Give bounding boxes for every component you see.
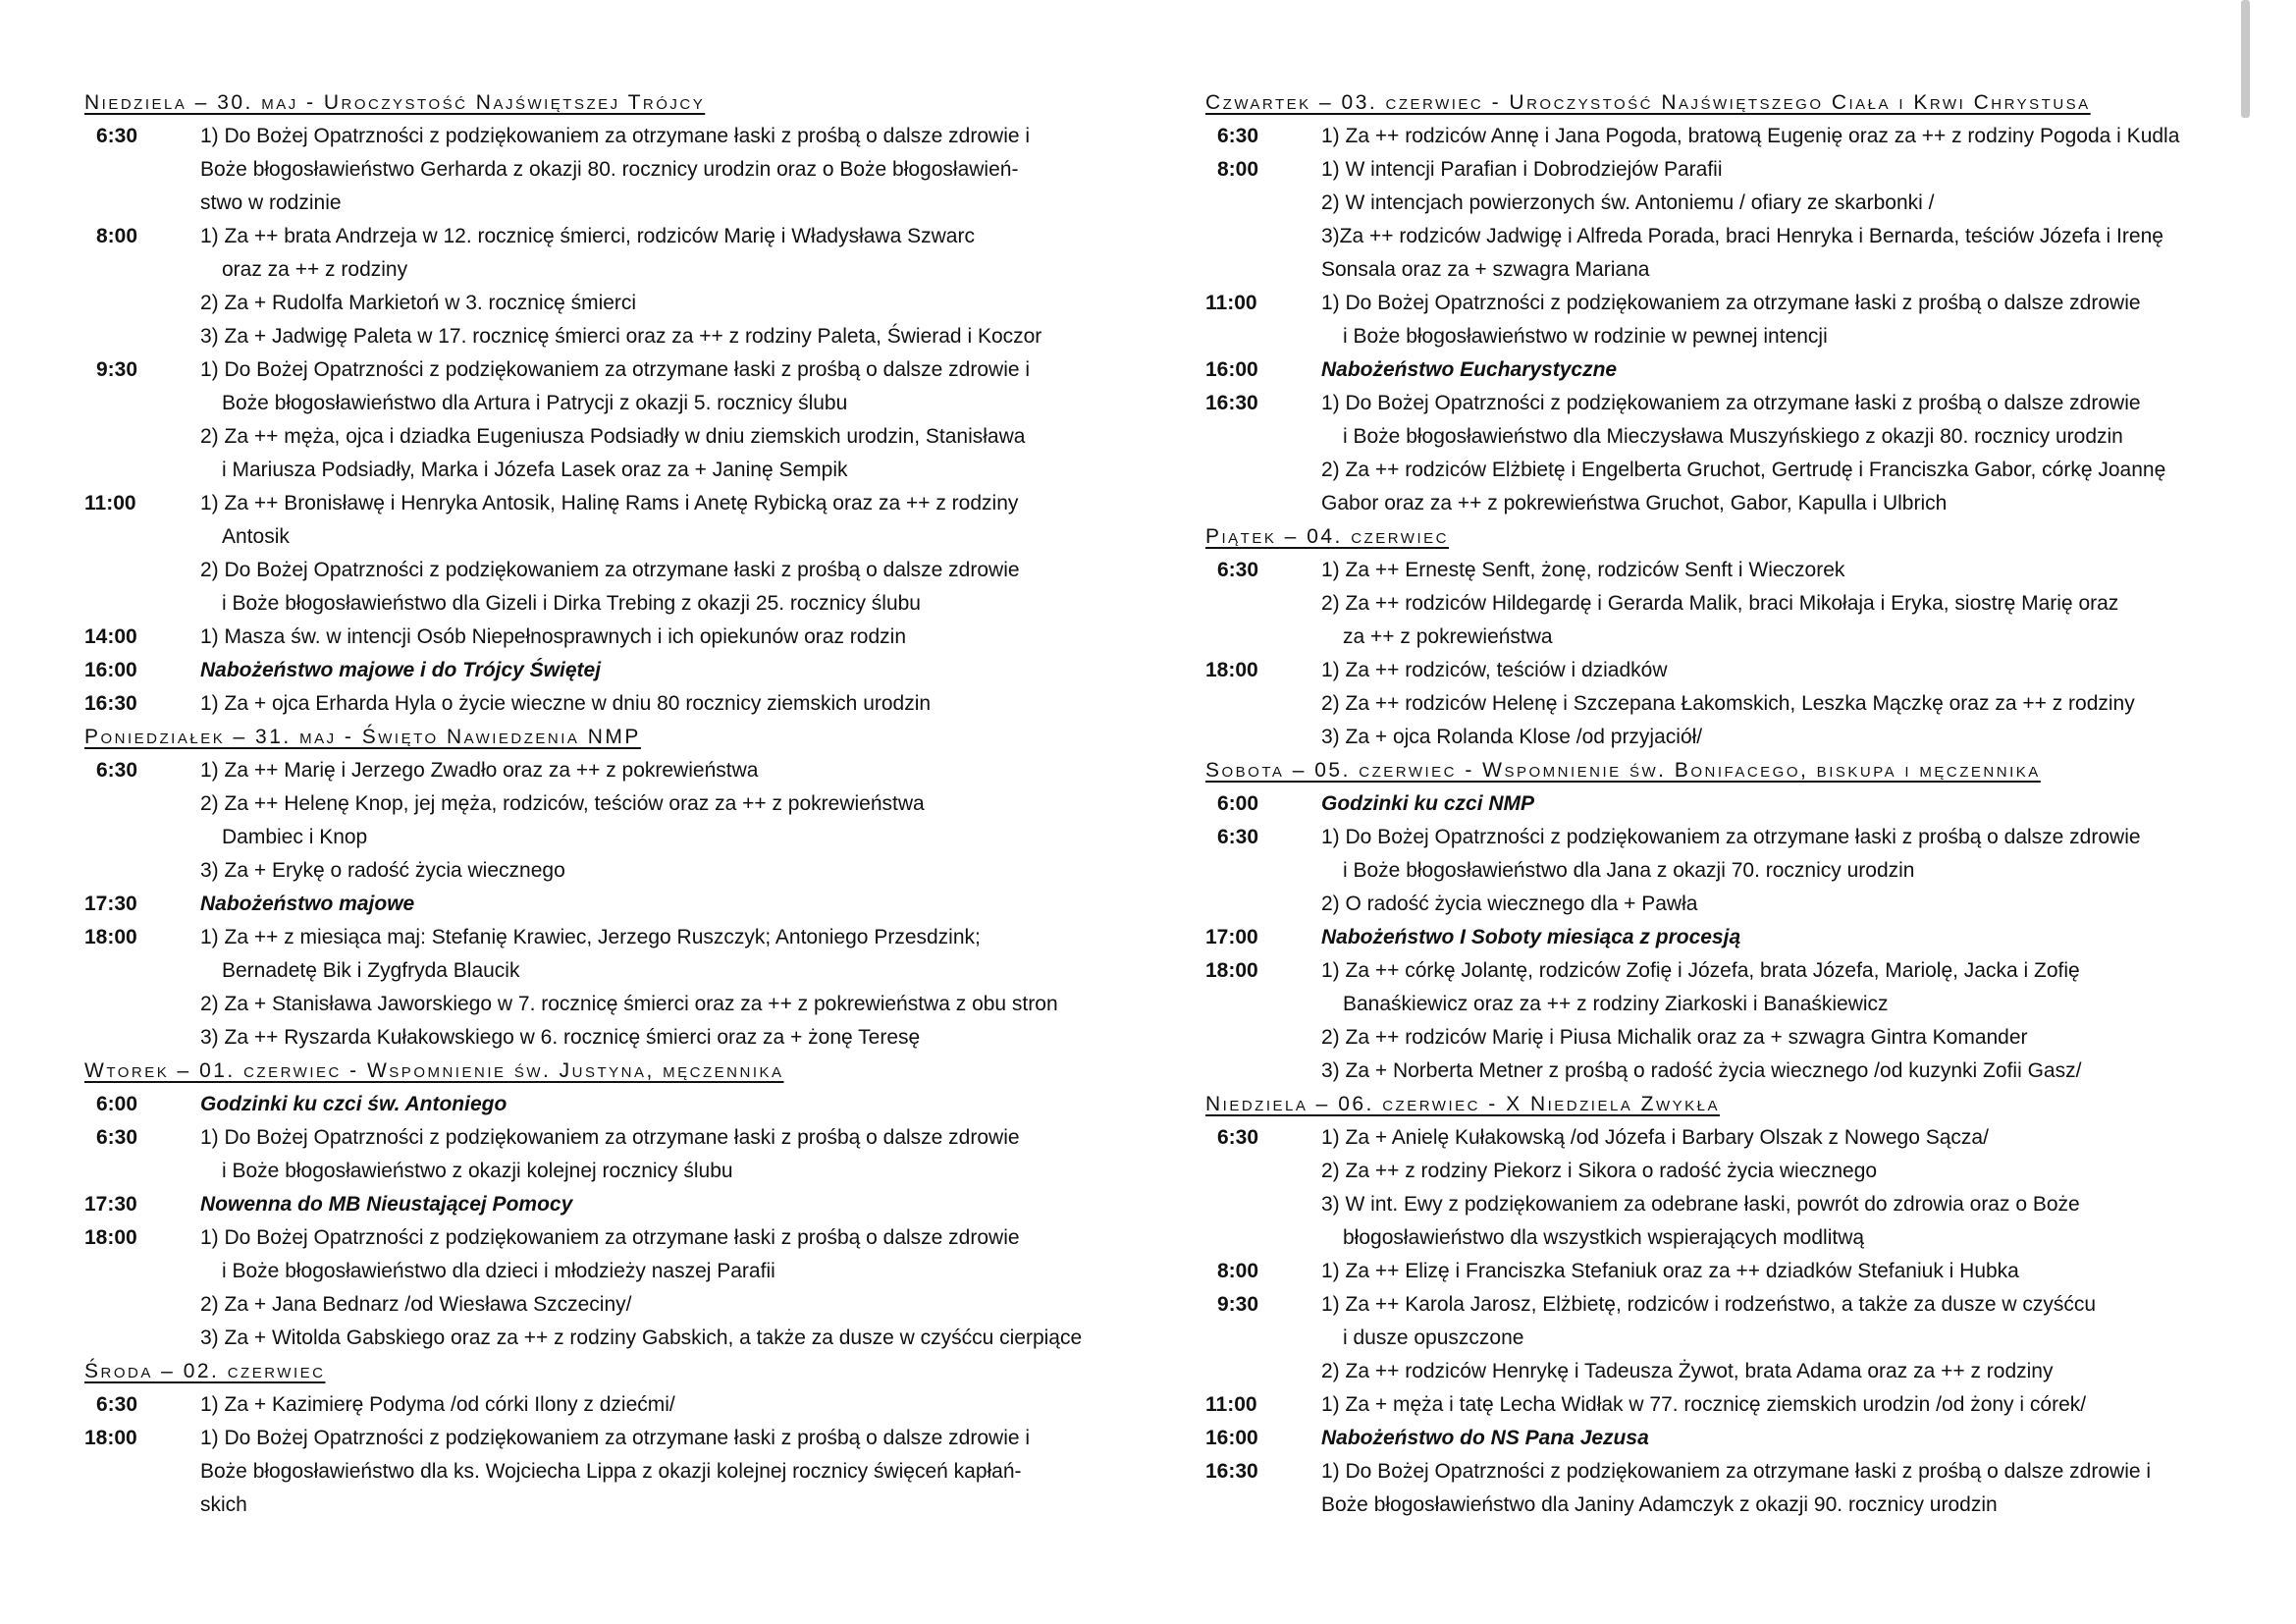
mass-time: 16:30 bbox=[84, 692, 137, 715]
intention-line: i Boże błogosławieństwo dla dzieci i młodzieży naszej Parafii bbox=[222, 1260, 775, 1282]
intention-line: skich bbox=[200, 1493, 247, 1516]
service-title: Nabożeństwo do NS Pana Jezusa bbox=[1321, 1427, 1649, 1449]
intention-line: 1) Do Bożej Opatrzności z podziękowaniem za otrzymane łaski z prośbą o dalsze zdrowie bbox=[1321, 392, 2141, 414]
mass-time: 6:30 bbox=[1217, 826, 1259, 848]
intention-line: i Boże błogosławieństwo dla Gizeli i Dirka Trebing z okazji 25. rocznicy ślubu bbox=[222, 592, 921, 615]
intention-line: 2) Za ++ Helenę Knop, jej męża, rodziców, teściów oraz za ++ z pokrewieństwa bbox=[200, 792, 925, 815]
mass-entry bbox=[1205, 654, 2234, 754]
intention-line: 1) Za ++ Bronisławę i Henryka Antosik, Halinę Rams i Anetę Rybicką oraz za ++ z rodziny bbox=[200, 492, 1019, 514]
mass-entry bbox=[84, 120, 1115, 220]
mass-time: 9:30 bbox=[1217, 1293, 1259, 1316]
mass-time: 6:00 bbox=[1217, 792, 1259, 815]
intention-line: 3) Za + Erykę o radość życia wiecznego bbox=[200, 859, 565, 882]
mass-entry bbox=[84, 487, 1115, 621]
intention-line: i Boże błogosławieństwo w rodzinie w pewnej intencji bbox=[1343, 325, 1828, 348]
mass-entry bbox=[1205, 921, 2234, 954]
intention-line: 1) Za ++ Karola Jarosz, Elżbietę, rodziców i rodzeństwo, a także za dusze w czyśćcu bbox=[1321, 1293, 2097, 1316]
intention-line: 1) Do Bożej Opatrzności z podziękowaniem za otrzymane łaski z prośbą o dalsze zdrowie bbox=[1321, 292, 2141, 314]
intention-line: Boże błogosławieństwo Gerharda z okazji 80. rocznicy urodzin oraz o Boże błogosławień- bbox=[200, 158, 1019, 181]
intention-line: 3) Za ++ Ryszarda Kułakowskiego w 6. rocznicę śmierci oraz za + żonę Teresę bbox=[200, 1026, 921, 1049]
intention-line: 1) Masza św. w intencji Osób Niepełnosprawnych i ich opiekunów oraz rodzin bbox=[200, 625, 907, 648]
intention-line: 3) Za + Norberta Metner z prośbą o radość życia wiecznego /od kuzynki Zofii Gasz/ bbox=[1321, 1059, 2082, 1082]
intention-line: 1) Za ++ rodziców, teściów i dziadków bbox=[1321, 659, 1668, 681]
mass-entry bbox=[1205, 120, 2234, 153]
intention-line: błogosławieństwo dla wszystkich wspierających modlitwą bbox=[1343, 1226, 1865, 1249]
mass-time: 17:30 bbox=[84, 893, 137, 915]
mass-time: 17:00 bbox=[1205, 926, 1258, 948]
intention-line: Boże błogosławieństwo dla Janiny Adamczyk z okazji 90. rocznicy urodzin bbox=[1321, 1493, 1998, 1516]
mass-entry bbox=[1205, 387, 2234, 520]
intention-line: 1) Za ++ Marię i Jerzego Zwadło oraz za ++ z pokrewieństwa bbox=[200, 759, 759, 782]
intention-line: 2) Za ++ rodziców Helenę i Szczepana Łakomskich, Leszka Mączkę oraz za ++ z rodziny bbox=[1321, 692, 2135, 715]
intention-line: 2) Za + Jana Bednarz /od Wiesława Szczeciny/ bbox=[200, 1293, 632, 1316]
mass-entry bbox=[84, 888, 1115, 921]
intention-line: 1) Do Bożej Opatrzności z podziękowaniem za otrzymane łaski z prośbą o dalsze zdrowie i bbox=[200, 358, 1031, 381]
service-title: Nowenna do MB Nieustającej Pomocy bbox=[200, 1193, 573, 1216]
intention-line: 1) Za ++ Ernestę Senft, żonę, rodziców Senft i Wieczorek bbox=[1321, 559, 1845, 581]
mass-entry bbox=[1205, 287, 2234, 353]
mass-entry bbox=[84, 353, 1115, 487]
mass-time: 16:00 bbox=[1205, 1427, 1258, 1449]
mass-entry bbox=[84, 654, 1115, 687]
mass-entry bbox=[84, 687, 1115, 721]
intention-line: 3) Za + Jadwigę Paleta w 17. rocznicę śmierci oraz za ++ z rodziny Paleta, Świerad i Koczor bbox=[200, 325, 1042, 348]
mass-entry bbox=[1205, 1121, 2234, 1255]
mass-time: 11:00 bbox=[1205, 292, 1257, 314]
intention-line: i dusze opuszczone bbox=[1343, 1326, 1524, 1349]
intention-line: i Boże błogosławieństwo dla Jana z okazji 70. rocznicy urodzin bbox=[1343, 859, 1915, 882]
day-header: Poniedziałek – 31. maj - Święto Nawiedzenia NMP bbox=[84, 726, 641, 748]
intention-line: 2) W intencjach powierzonych św. Antoniemu / ofiary ze skarbonki / bbox=[1321, 191, 1935, 214]
day-header: Wtorek – 01. czerwiec - Wspomnienie św. Justyna, męczennika bbox=[84, 1059, 784, 1082]
intention-line: stwo w rodzinie bbox=[200, 191, 342, 214]
mass-time: 6:30 bbox=[1217, 125, 1259, 147]
service-title: Nabożeństwo majowe i do Trójcy Świętej bbox=[200, 659, 602, 681]
mass-entry bbox=[84, 1188, 1115, 1221]
mass-entry bbox=[84, 621, 1115, 654]
mass-entry bbox=[84, 1388, 1115, 1422]
intention-line: 1) Za + Kazimierę Podyma /od córki Ilony z dziećmi/ bbox=[200, 1393, 675, 1416]
mass-entry bbox=[1205, 1388, 2234, 1422]
mass-time: 6:30 bbox=[96, 759, 138, 782]
intention-line: 2) Za + Rudolfa Markietoń w 3. rocznicę śmierci bbox=[200, 292, 637, 314]
intention-line: Gabor oraz za ++ z pokrewieństwa Gruchot, Gabor, Kapulla i Ulbrich bbox=[1321, 492, 1948, 514]
intention-line: oraz za ++ z rodziny bbox=[222, 258, 408, 281]
vertical-scrollbar[interactable] bbox=[2241, 0, 2250, 118]
service-title: Godzinki ku czci NMP bbox=[1321, 792, 1535, 815]
intention-line: Boże błogosławieństwo dla Artura i Patrycji z okazji 5. rocznicy ślubu bbox=[222, 392, 848, 414]
intention-line: 1) W intencji Parafian i Dobrodziejów Parafii bbox=[1321, 158, 1723, 181]
mass-time: 16:00 bbox=[84, 659, 137, 681]
mass-entry bbox=[84, 1121, 1115, 1188]
intention-line: 2) Za ++ rodziców Henrykę i Tadeusza Żywot, brata Adama oraz za ++ z rodziny bbox=[1321, 1360, 2054, 1382]
intention-line: Sonsala oraz za + szwagra Mariana bbox=[1321, 258, 1650, 281]
intention-line: Boże błogosławieństwo dla ks. Wojciecha Lippa z okazji kolejnej rocznicy święceń kapłań- bbox=[200, 1460, 1022, 1483]
mass-entry bbox=[1205, 153, 2234, 287]
day-header: Piątek – 04. czerwiec bbox=[1205, 525, 1449, 548]
mass-entry bbox=[84, 754, 1115, 888]
mass-entry bbox=[1205, 954, 2234, 1088]
mass-time: 11:00 bbox=[1205, 1393, 1257, 1416]
mass-time: 8:00 bbox=[96, 225, 138, 247]
mass-time: 6:30 bbox=[96, 1393, 138, 1416]
right-column bbox=[1205, 86, 2234, 1522]
intention-line: i Boże błogosławieństwo z okazji kolejnej rocznicy ślubu bbox=[222, 1160, 733, 1182]
service-title: Godzinki ku czci św. Antoniego bbox=[200, 1093, 507, 1115]
intention-line: 1) Do Bożej Opatrzności z podziękowaniem za otrzymane łaski z prośbą o dalsze zdrowie i bbox=[200, 1427, 1031, 1449]
mass-time: 16:00 bbox=[1205, 358, 1258, 381]
intention-line: 1) Do Bożej Opatrzności z podziękowaniem za otrzymane łaski z prośbą o dalsze zdrowie bbox=[200, 1226, 1020, 1249]
mass-time: 14:00 bbox=[84, 625, 137, 648]
intention-line: 3) Za + Witolda Gabskiego oraz za ++ z rodziny Gabskich, a także za dusze w czyśćcu cierpiące bbox=[200, 1326, 1083, 1349]
intention-line: 1) Do Bożej Opatrzności z podziękowaniem za otrzymane łaski z prośbą o dalsze zdrowie bbox=[200, 1126, 1020, 1149]
mass-entry bbox=[84, 1221, 1115, 1355]
mass-entry bbox=[1205, 353, 2234, 387]
mass-entry bbox=[1205, 1288, 2234, 1388]
day-header: Niedziela – 30. maj - Uroczystość Najświętszej Trójcy bbox=[84, 91, 706, 114]
mass-entry bbox=[1205, 1455, 2234, 1522]
intention-line: 3) Za + ojca Rolanda Klose /od przyjaciół/ bbox=[1321, 726, 1703, 748]
intention-line: 1) Za + Anielę Kułakowską /od Józefa i Barbary Olszak z Nowego Sącza/ bbox=[1321, 1126, 1989, 1149]
intention-line: 1) Do Bożej Opatrzności z podziękowaniem za otrzymane łaski z prośbą o dalsze zdrowie i bbox=[1321, 1460, 2152, 1483]
mass-entry bbox=[84, 1422, 1115, 1522]
service-title: Nabożeństwo majowe bbox=[200, 893, 415, 915]
mass-entry bbox=[84, 921, 1115, 1055]
mass-entry bbox=[1205, 1422, 2234, 1455]
intention-line: 2) Za ++ rodziców Elżbietę i Engelberta Gruchot, Gertrudę i Franciszka Gabor, córkę Joannę bbox=[1321, 459, 2166, 481]
mass-entry bbox=[1205, 787, 2234, 821]
mass-time: 6:30 bbox=[1217, 559, 1259, 581]
mass-time: 11:00 bbox=[84, 492, 136, 514]
intention-line: Banaśkiewicz oraz za ++ z rodziny Ziarkoski i Banaśkiewicz bbox=[1343, 993, 1889, 1015]
intention-line: i Mariusza Podsiadły, Marka i Józefa Lasek oraz za + Janinę Sempik bbox=[222, 459, 848, 481]
intention-line: za ++ z pokrewieństwa bbox=[1343, 625, 1553, 648]
mass-time: 6:00 bbox=[96, 1093, 138, 1115]
mass-time: 6:30 bbox=[96, 1126, 138, 1149]
service-title: Nabożeństwo I Soboty miesiąca z procesją bbox=[1321, 926, 1741, 948]
day-header: Czwartek – 03. czerwiec - Uroczystość Najświętszego Ciała i Krwi Chrystusa bbox=[1205, 91, 2091, 114]
mass-time: 8:00 bbox=[1217, 1260, 1259, 1282]
intention-line: 1) Za ++ z miesiąca maj: Stefanię Krawiec, Jerzego Ruszczyk; Antoniego Przesdzink; bbox=[200, 926, 981, 948]
intention-line: 1) Za + męża i tatę Lecha Widłak w 77. rocznicę ziemskich urodzin /od żony i córek/ bbox=[1321, 1393, 2087, 1416]
intention-line: 1) Za ++ rodziców Annę i Jana Pogoda, bratową Eugenię oraz za ++ z rodziny Pogoda i Kudla bbox=[1321, 125, 2180, 147]
intention-line: 1) Za ++ Elizę i Franciszka Stefaniuk oraz za ++ dziadków Stefaniuk i Hubka bbox=[1321, 1260, 2019, 1282]
intention-line: Dambiec i Knop bbox=[222, 826, 368, 848]
left-column bbox=[84, 86, 1115, 1522]
mass-time: 8:00 bbox=[1217, 158, 1259, 181]
day-header: Środa – 02. czerwiec bbox=[84, 1360, 326, 1382]
service-title: Nabożeństwo Eucharystyczne bbox=[1321, 358, 1618, 381]
day-header: Niedziela – 06. czerwiec - X Niedziela Zwykła bbox=[1205, 1093, 1720, 1115]
mass-time: 6:30 bbox=[1217, 1126, 1259, 1149]
intention-line: 2) Za ++ z rodziny Piekorz i Sikora o radość życia wiecznego bbox=[1321, 1160, 1878, 1182]
intention-line: 2) Za + Stanisława Jaworskiego w 7. rocznicę śmierci oraz za ++ z pokrewieństwa z obu stron bbox=[200, 993, 1058, 1015]
mass-time: 18:00 bbox=[84, 1427, 137, 1449]
mass-entry bbox=[1205, 821, 2234, 921]
intention-line: 1) Za + ojca Erharda Hyla o życie wieczne w dniu 80 rocznicy ziemskich urodzin bbox=[200, 692, 932, 715]
intention-line: 3) W int. Ewy z podziękowaniem za odebrane łaski, powrót do zdrowia oraz o Boże bbox=[1321, 1193, 2080, 1216]
intention-line: 2) Za ++ rodziców Hildegardę i Gerarda Malik, braci Mikołaja i Eryka, siostrę Marię oraz bbox=[1321, 592, 2119, 615]
mass-time: 16:30 bbox=[1205, 1460, 1258, 1483]
intention-line: 1) Za ++ brata Andrzeja w 12. rocznicę śmierci, rodziców Marię i Władysława Szwarc bbox=[200, 225, 975, 247]
intention-line: Antosik bbox=[222, 525, 290, 548]
intention-line: 3)Za ++ rodziców Jadwigę i Alfreda Porada, braci Henryka i Bernarda, teściów Józefa i Irenę bbox=[1321, 225, 2163, 247]
intention-line: Bernadetę Bik i Zygfryda Blaucik bbox=[222, 959, 520, 982]
intention-line: i Boże błogosławieństwo dla Mieczysława Muszyńskiego z okazji 80. rocznicy urodzin bbox=[1343, 425, 2123, 448]
mass-time: 18:00 bbox=[1205, 959, 1258, 982]
mass-time: 18:00 bbox=[84, 926, 137, 948]
intention-line: 1) Do Bożej Opatrzności z podziękowaniem za otrzymane łaski z prośbą o dalsze zdrowie bbox=[1321, 826, 2141, 848]
intention-line: 1) Za ++ córkę Jolantę, rodziców Zofię i Józefa, brata Józefa, Mariolę, Jacka i Zofię bbox=[1321, 959, 2080, 982]
intention-line: 2) O radość życia wiecznego dla + Pawła bbox=[1321, 893, 1698, 915]
mass-time: 18:00 bbox=[1205, 659, 1258, 681]
mass-time: 16:30 bbox=[1205, 392, 1258, 414]
mass-time: 6:30 bbox=[96, 125, 138, 147]
intention-line: 1) Do Bożej Opatrzności z podziękowaniem za otrzymane łaski z prośbą o dalsze zdrowie i bbox=[200, 125, 1031, 147]
intention-line: 2) Do Bożej Opatrzności z podziękowaniem za otrzymane łaski z prośbą o dalsze zdrowie bbox=[200, 559, 1020, 581]
intention-line: 2) Za ++ rodziców Marię i Piusa Michalik oraz za + szwagra Gintra Komander bbox=[1321, 1026, 2028, 1049]
mass-time: 9:30 bbox=[96, 358, 138, 381]
day-header: Sobota – 05. czerwiec - Wspomnienie św. Bonifacego, biskupa i męczennika bbox=[1205, 759, 2041, 782]
mass-time: 18:00 bbox=[84, 1226, 137, 1249]
mass-entry bbox=[1205, 554, 2234, 654]
mass-entry bbox=[1205, 1255, 2234, 1288]
mass-entry bbox=[84, 220, 1115, 353]
mass-entry bbox=[84, 1088, 1115, 1121]
mass-time: 17:30 bbox=[84, 1193, 137, 1216]
intention-line: 2) Za ++ męża, ojca i dziadka Eugeniusza Podsiadły w dniu ziemskich urodzin, Stanisława bbox=[200, 425, 1026, 448]
